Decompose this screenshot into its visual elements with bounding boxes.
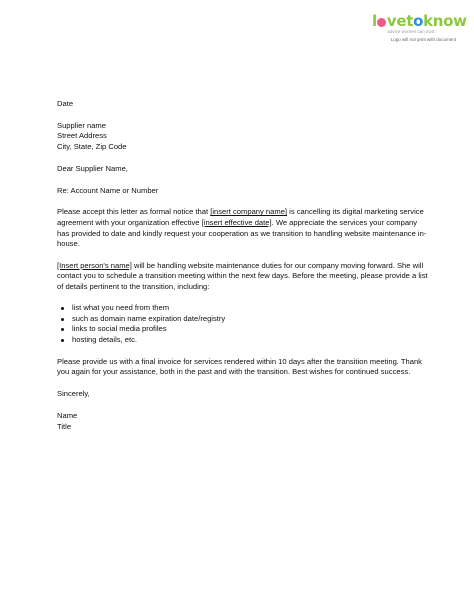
logo-tagline: advice women can trust: [387, 29, 435, 34]
list-item: [57, 303, 429, 314]
paragraph-invoice: Please provide us with a final invoice for services rendered within 10 days after the transition meeting. Thank you again for your assistance, both in the past and with the transition. Best wishes for continued success.: [57, 356, 422, 377]
paragraph-notice: [57, 207, 429, 249]
para1-text-2: is cancelling its digital marketing service agreement with your organization effective: [57, 207, 424, 227]
bullet-icon: [61, 328, 64, 331]
logo-seg-2: vet: [386, 12, 414, 30]
signature-name: Name: [57, 410, 78, 420]
address-line-city: City, State, Zip Code: [57, 141, 127, 151]
bullet-icon: [61, 339, 64, 342]
logo-heart-o-icon: [377, 18, 386, 27]
re-line: Re: Account Name or Number: [57, 185, 159, 195]
details-list: [57, 303, 429, 345]
para1-text-1: Please accept this letter as formal notice that: [57, 207, 211, 217]
logo-print-note: Logo will not print with document: [390, 37, 456, 42]
letter-body: [57, 99, 429, 432]
address-line-street: Street Address: [57, 131, 107, 141]
letter-date: Date: [57, 99, 74, 108]
list-item-text: such as domain name expiration date/registry: [72, 313, 226, 323]
salutation: Dear Supplier Name,: [57, 163, 128, 173]
list-item: [57, 324, 429, 335]
paragraph-transition: [57, 261, 429, 293]
logo-seg-1: l: [372, 12, 377, 30]
para1-text-3: . We appreciate the services your company has provided to date and kindly request your cooperation as we transition to handling website maintenance in-house.: [57, 217, 427, 249]
logo-seg-3: know: [423, 12, 467, 30]
placeholder-company-name: [insert company name]: [210, 207, 288, 217]
placeholder-effective-date: [insert effective date]: [201, 217, 272, 227]
para2-text-1: will be handling website maintenance duties for our company moving forward. She will contact you to schedule a transition meeting within the next few days. Before the meeting, please provide a list of details pertinent to the transition, including:: [57, 260, 428, 292]
placeholder-person-name: [Insert person's name]: [57, 260, 132, 270]
lovetoknow-logo: [372, 12, 467, 44]
list-item-text: links to social media profiles: [72, 324, 167, 334]
closing: Sincerely,: [57, 389, 90, 399]
list-item-text: list what you need from them: [72, 303, 170, 313]
list-item: [57, 314, 429, 325]
bullet-icon: [61, 318, 64, 321]
logo-seg-to: o: [413, 12, 424, 30]
list-item-text: hosting details, etc.: [72, 335, 138, 345]
signature-title: Title: [57, 421, 72, 431]
logo-wordmark: [372, 12, 467, 30]
address-line-name: Supplier name: [57, 120, 106, 130]
bullet-icon: [61, 307, 64, 310]
list-item: [57, 335, 429, 346]
